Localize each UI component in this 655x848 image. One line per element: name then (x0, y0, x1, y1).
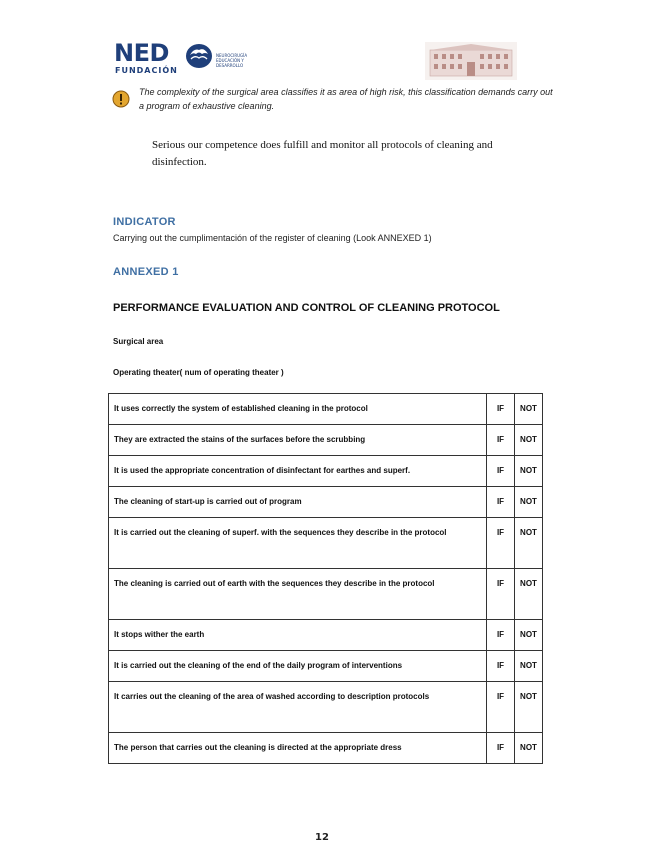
yes-option: IF (487, 487, 515, 518)
checklist-question: The person that carries out the cleaning is directed at the appropriate dress (109, 733, 487, 764)
table-row (109, 569, 543, 620)
yes-option: IF (487, 518, 515, 569)
yes-option: IF (487, 682, 515, 733)
table-row (109, 682, 543, 733)
yes-option: IF (487, 425, 515, 456)
checklist-question: The cleaning of start-up is carried out of program (109, 487, 487, 518)
no-option: NOT (515, 518, 543, 569)
checklist-question: They are extracted the stains of the surfaces before the scrubbing (109, 425, 487, 456)
table-row (109, 487, 543, 518)
ned-foundation-logo (114, 40, 259, 76)
no-option: NOT (515, 620, 543, 651)
table-row (109, 518, 543, 569)
yes-option: IF (487, 569, 515, 620)
annexed-heading: ANNEXED 1 (113, 266, 179, 278)
no-option: NOT (515, 682, 543, 733)
section-title: PERFORMANCE EVALUATION AND CONTROL OF CLEANING PROTOCOL (113, 302, 500, 314)
checklist-question: It carries out the cleaning of the area of washed according to description protocols (109, 682, 487, 733)
operating-theater-label: Operating theater( num of operating theater ) (113, 368, 284, 377)
hospital-building-image (425, 42, 517, 80)
brain-icon (185, 43, 213, 69)
yes-option: IF (487, 651, 515, 682)
warning-icon (112, 90, 130, 108)
logo-name: NED (114, 39, 169, 67)
indicator-text: Carrying out the cumplimentación of the register of cleaning (Look ANNEXED 1) (113, 233, 432, 243)
checklist-question: It is used the appropriate concentration of disinfectant for earthes and superf. (109, 456, 487, 487)
checklist-question: It is carried out the cleaning of the end of the daily program of interventions (109, 651, 487, 682)
logo-side-text: NEUROCIRUGÍA EDUCACIÓN Y DESARROLLO (216, 53, 248, 68)
table-row (109, 394, 543, 425)
table-row (109, 456, 543, 487)
table-row (109, 620, 543, 651)
yes-option: IF (487, 456, 515, 487)
yes-option: IF (487, 394, 515, 425)
no-option: NOT (515, 394, 543, 425)
warning-text: The complexity of the surgical area classifies it as area of high risk, this classification demands carry out a program of exhaustive cleaning. (139, 87, 553, 111)
surgical-area-label: Surgical area (113, 337, 164, 346)
no-option: NOT (515, 733, 543, 764)
page-number: 12 (315, 832, 329, 843)
table-row (109, 733, 543, 764)
no-option: NOT (515, 651, 543, 682)
indicator-heading: INDICATOR (113, 216, 176, 228)
no-option: NOT (515, 569, 543, 620)
no-option: NOT (515, 425, 543, 456)
cleaning-checklist-table (108, 393, 543, 764)
intro-paragraph: Serious our competence does fulfill and monitor all protocols of cleaning and disinfection. (152, 139, 493, 168)
checklist-question: The cleaning is carried out of earth with the sequences they describe in the protocol (109, 569, 487, 620)
checklist-question: It uses correctly the system of established cleaning in the protocol (109, 394, 487, 425)
yes-option: IF (487, 733, 515, 764)
yes-option: IF (487, 620, 515, 651)
checklist-question: It stops wither the earth (109, 620, 487, 651)
no-option: NOT (515, 487, 543, 518)
table-row (109, 425, 543, 456)
logo-subtitle: FUNDACIÓN (115, 66, 178, 75)
checklist-question: It is carried out the cleaning of superf. with the sequences they describe in the protocol (109, 518, 487, 569)
table-row (109, 651, 543, 682)
no-option: NOT (515, 456, 543, 487)
